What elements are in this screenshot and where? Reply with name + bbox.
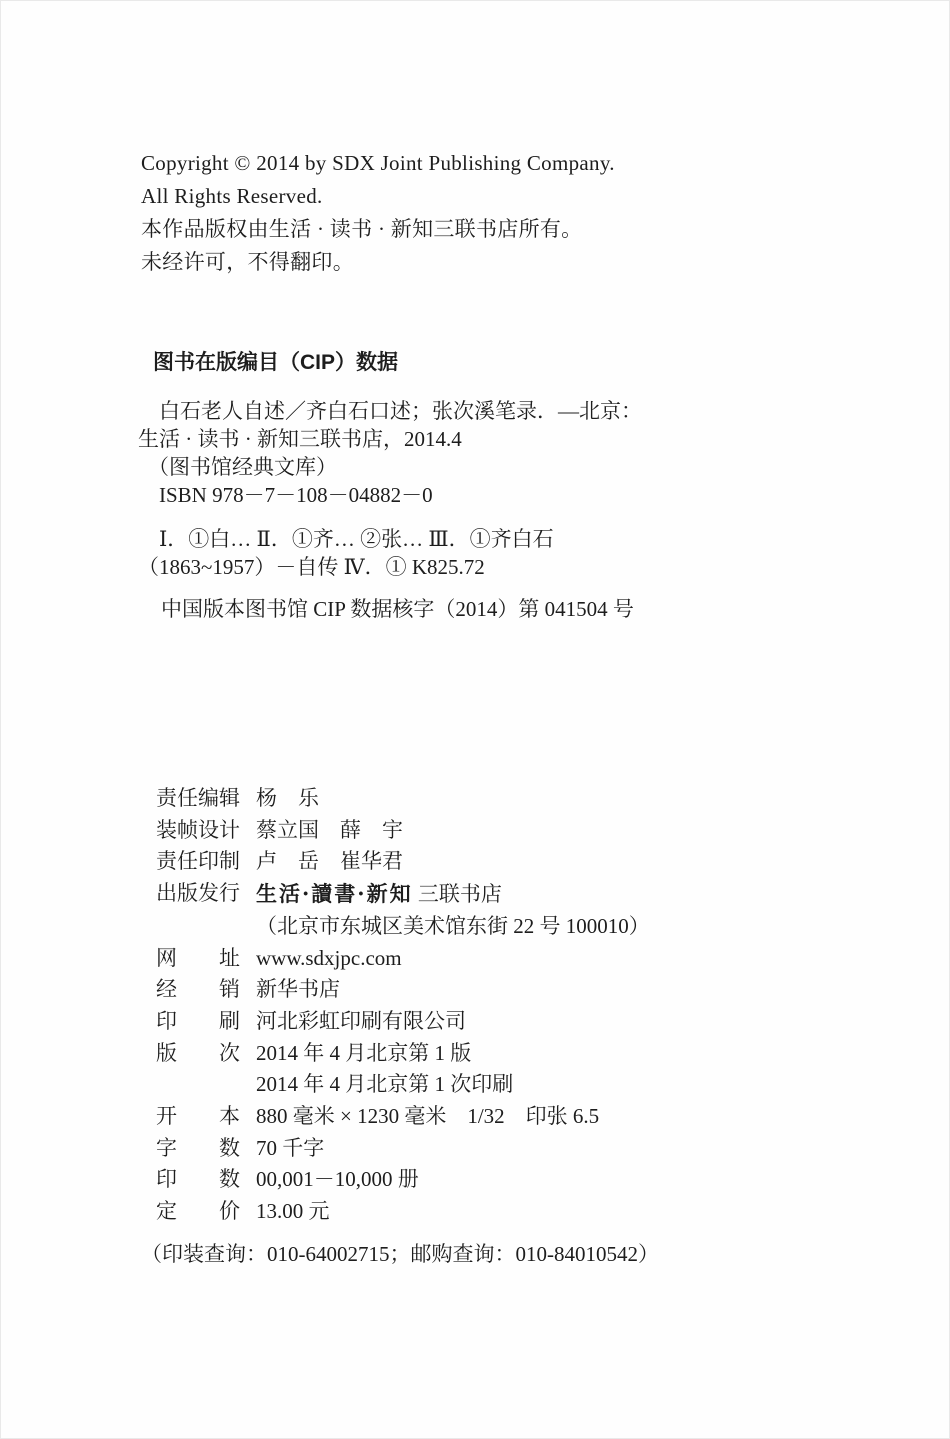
- colophon-label: 出版发行: [156, 881, 240, 906]
- colophon-row-editor: [156, 783, 650, 815]
- copyright-line-en-1: Copyright © 2014 by SDX Joint Publishing Company.: [141, 151, 615, 175]
- colophon-label: 责任印制: [156, 849, 240, 874]
- colophon-value: 2014 年 4 月北京第 1 版: [256, 1040, 472, 1065]
- colophon-value: 杨 乐: [256, 786, 319, 810]
- colophon-value: 00,001－10,000 册: [256, 1167, 419, 1192]
- colophon-row-printing: [156, 1069, 650, 1101]
- colophon-row-design: [156, 815, 650, 847]
- colophon-row-printrun: [156, 1164, 650, 1196]
- colophon-block: [156, 783, 650, 1228]
- colophon-value: 河北彩虹印刷有限公司: [256, 1008, 466, 1033]
- colophon-label: 定 价: [156, 1199, 240, 1224]
- colophon-label: 经 销: [156, 977, 240, 1002]
- colophon-value: 2014 年 4 月北京第 1 次印刷: [256, 1072, 514, 1097]
- cip-body-line: 生活 · 读书 · 新知三联书店，2014.4: [138, 427, 462, 451]
- colophon-value: 新华书店: [256, 977, 340, 1002]
- colophon-label: 装帧设计: [156, 817, 240, 842]
- copyright-line-en-2: All Rights Reserved.: [141, 184, 323, 208]
- sdx-logo: 生活·讀書·新知: [256, 881, 413, 907]
- publisher-logo-text: [240, 878, 502, 911]
- colophon-row-edition: [156, 1038, 650, 1070]
- cip-block: [138, 349, 698, 581]
- cip-body-line: 白石老人自述／齐白石口述；张次溪笔录．—北京：: [159, 399, 642, 423]
- colophon-label: 责任编辑: [156, 786, 240, 810]
- colophon-row-print-supervisor: [156, 846, 650, 878]
- website-url: www.sdxjpc.com: [256, 945, 402, 970]
- publisher-suffix: 三联书店: [412, 882, 502, 907]
- colophon-row-distribution: [156, 974, 650, 1006]
- colophon-row-format: [156, 1101, 650, 1133]
- colophon-row-wordcount: [156, 1133, 650, 1165]
- colophon-label: 版 次: [156, 1040, 240, 1065]
- colophon-label: 网 址: [156, 945, 240, 970]
- colophon-label: 印 刷: [156, 1008, 240, 1033]
- colophon-row-publisher: [156, 878, 650, 911]
- cip-record-line: 中国版本图书馆 CIP 数据核字（2014）第 041504 号: [161, 597, 634, 621]
- colophon-label: 印 数: [156, 1167, 240, 1192]
- colophon-value: 880 毫米 × 1230 毫米 1/32 印张 6.5: [256, 1104, 600, 1129]
- colophon-value: 70 千字: [256, 1135, 325, 1160]
- inquiry-phone-line: （印装查询：010-64002715；邮购查询：010-84010542）: [141, 1242, 659, 1266]
- cip-isbn-line: ISBN 978－7－108－04882－0: [159, 483, 433, 507]
- colophon-value: 卢 岳 崔华君: [256, 849, 403, 874]
- copyright-line-cn-2: 未经许可，不得翻印。: [141, 250, 354, 274]
- cip-title: 图书在版编目（CIP）数据: [153, 351, 399, 374]
- colophon-row-website: [156, 943, 650, 975]
- cip-class-line: （1863~1957）－自传 Ⅳ．① K825.72: [138, 555, 485, 579]
- copyright-block: [141, 147, 615, 279]
- colophon-value: 蔡立国 薛 宇: [256, 817, 403, 842]
- colophon-label: 字 数: [156, 1135, 240, 1160]
- cip-body-line: （图书馆经典文库）: [148, 455, 337, 479]
- cip-class-line: Ⅰ．①白… Ⅱ．①齐… ②张… Ⅲ．①齐白石: [159, 527, 554, 551]
- colophon-label: 开 本: [156, 1104, 240, 1129]
- publisher-address: （北京市东城区美术馆东街 22 号 100010）: [256, 913, 650, 938]
- copyright-line-cn-1: 本作品版权由生活 · 读书 · 新知三联书店所有。: [141, 217, 583, 241]
- colophon-row-address: [156, 911, 650, 943]
- colophon-row-price: [156, 1196, 650, 1228]
- colophon-value: 13.00 元: [256, 1199, 330, 1224]
- colophon-row-printer: [156, 1006, 650, 1038]
